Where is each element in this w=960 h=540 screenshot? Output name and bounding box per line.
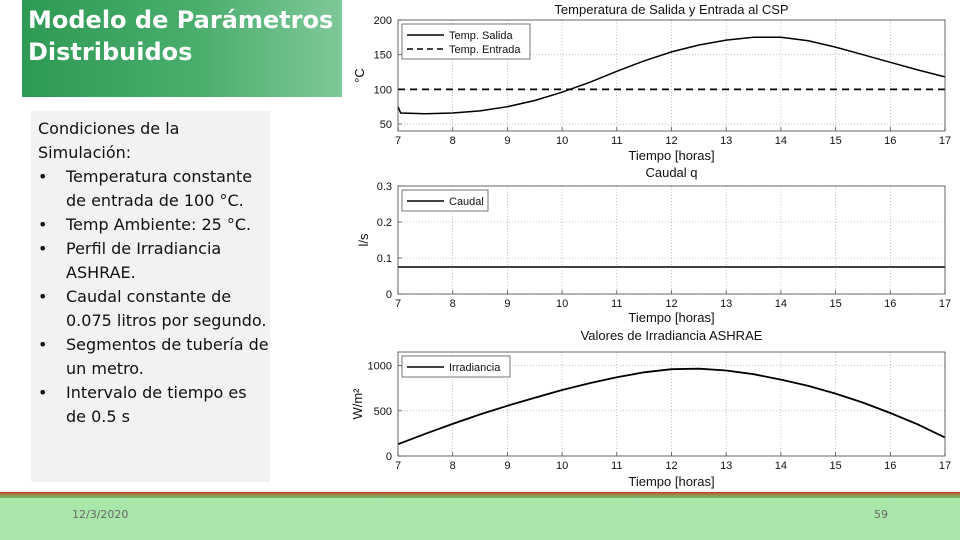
x-tick-label: 9	[504, 135, 511, 147]
footer-page-number: 59	[874, 508, 888, 521]
x-tick-label: 14	[774, 460, 788, 472]
conditions-item	[38, 213, 270, 237]
charts-svg	[340, 0, 960, 492]
x-tick-label: 9	[504, 298, 511, 310]
x-tick-label: 12	[665, 460, 678, 472]
y-tick-label: 0	[385, 289, 392, 301]
y-tick-label: 0	[385, 451, 392, 463]
x-tick-label: 16	[884, 298, 897, 310]
slide-title-line1: Modelo de Parámetros	[28, 6, 334, 34]
bullet-icon: •	[38, 383, 48, 402]
x-tick-label: 11	[611, 460, 623, 472]
legend-label: Temp. Entrada	[449, 44, 521, 56]
y-axis-label: °C	[352, 68, 367, 83]
conditions-item	[38, 165, 270, 213]
slide-title	[28, 4, 333, 68]
footer-bar	[0, 498, 960, 540]
slide-title-box	[22, 0, 342, 97]
x-axis-label: Tiempo [horas]	[628, 474, 715, 489]
conditions-item-text: Temp Ambiente: 25 °C.	[66, 215, 252, 234]
chart-2	[356, 165, 951, 325]
bullet-icon: •	[38, 239, 48, 258]
chart-title: Caudal q	[645, 165, 698, 180]
conditions-item-text: Perfil de Irradiancia ASHRAE.	[66, 239, 222, 282]
x-tick-label: 7	[394, 460, 402, 472]
y-tick-label: 200	[373, 15, 392, 27]
x-tick-label: 12	[665, 135, 678, 147]
legend-label: Temp. Salida	[449, 30, 513, 42]
x-tick-label: 8	[449, 135, 456, 147]
conditions-item-text: Intervalo de tiempo es de 0.5 s	[66, 383, 247, 426]
bullet-icon: •	[38, 287, 48, 306]
legend-label: Irradiancia	[449, 362, 501, 374]
y-tick-label: 1000	[367, 360, 392, 373]
x-tick-label: 10	[555, 460, 569, 472]
y-tick-label: 0.1	[376, 253, 392, 265]
x-tick-label: 7	[394, 135, 402, 147]
x-tick-label: 8	[449, 460, 456, 472]
x-tick-label: 13	[720, 135, 733, 147]
x-tick-label: 14	[774, 298, 788, 310]
x-tick-label: 8	[449, 298, 456, 310]
chart-title: Temperatura de Salida y Entrada al CSP	[554, 2, 789, 17]
legend	[402, 190, 488, 211]
conditions-item-text: Temperatura constante de entrada de 100 °C.	[66, 167, 253, 210]
legend-label: Caudal	[449, 196, 484, 208]
x-tick-label: 17	[938, 460, 952, 472]
x-tick-label: 13	[720, 298, 733, 310]
y-tick-label: 150	[373, 49, 392, 62]
x-tick-label: 16	[884, 135, 897, 147]
bullet-icon: •	[38, 167, 48, 186]
x-tick-label: 10	[555, 298, 569, 310]
x-tick-label: 16	[884, 460, 897, 472]
x-tick-label: 15	[829, 298, 842, 310]
conditions-item-text: Segmentos de tubería de un metro.	[66, 335, 269, 378]
conditions-title: Condiciones de la Simulación:	[38, 119, 180, 162]
conditions-item	[38, 237, 270, 285]
y-axis-label: l/s	[356, 233, 371, 247]
chart-title: Valores de Irradiancia ASHRAE	[580, 328, 763, 343]
chart-3	[350, 328, 951, 489]
x-axis-label: Tiempo [horas]	[628, 310, 715, 325]
y-axis-label: W/m²	[350, 388, 365, 420]
bullet-icon: •	[38, 215, 48, 234]
y-tick-label: 0.3	[376, 181, 392, 193]
conditions-panel	[31, 111, 270, 482]
slide-title-line2: Distribuidos	[28, 38, 193, 66]
x-tick-label: 17	[938, 298, 952, 310]
conditions-item	[38, 381, 270, 429]
bullet-icon: •	[38, 335, 48, 354]
x-tick-label: 11	[611, 298, 623, 310]
chart-1	[352, 2, 951, 163]
x-tick-label: 14	[774, 135, 788, 147]
x-tick-label: 13	[720, 460, 733, 472]
legend	[402, 24, 530, 59]
y-tick-label: 100	[373, 84, 392, 97]
conditions-item-text: Caudal constante de 0.075 litros por segundo.	[66, 287, 267, 330]
x-tick-label: 15	[829, 460, 842, 472]
x-tick-label: 7	[394, 298, 402, 310]
x-tick-label: 11	[611, 135, 623, 147]
footer-date: 12/3/2020	[72, 508, 129, 521]
x-tick-label: 9	[504, 460, 511, 472]
x-tick-label: 15	[829, 135, 842, 147]
x-tick-label: 17	[938, 135, 952, 147]
legend	[402, 356, 510, 377]
y-tick-label: 0.2	[376, 217, 392, 229]
conditions-item	[38, 333, 270, 381]
x-tick-label: 10	[555, 135, 569, 147]
conditions-list	[38, 165, 270, 429]
conditions-item	[38, 285, 270, 333]
x-tick-label: 12	[665, 298, 678, 310]
charts-area	[340, 0, 960, 492]
y-tick-label: 50	[379, 119, 392, 132]
x-axis-label: Tiempo [horas]	[628, 148, 715, 163]
y-tick-label: 500	[373, 405, 392, 418]
